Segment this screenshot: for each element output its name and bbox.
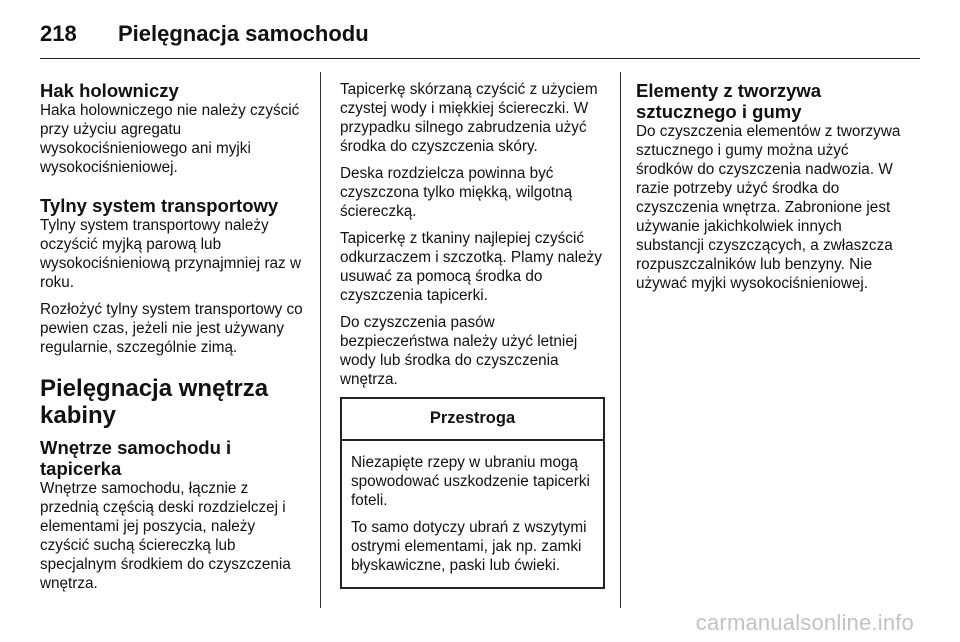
watermark: carmanualsonline.info [695, 610, 914, 635]
paragraph: Wnętrze samochodu, łącznie z przednią częścią deski rozdzielczej i elementami jej poszycia, należy czyścić suchą ściereczką lub specjalnym środkiem do czyszczenia wnętrza. [40, 480, 291, 592]
header-divider [40, 58, 920, 59]
paragraph: Rozłożyć tylny system transportowy co pewien czas, jeżeli nie jest używany regularnie, szczególnie zimą. [40, 301, 303, 356]
caution-body [342, 441, 603, 587]
paragraph: Tapicerkę z tkaniny najlepiej czyścić odkurzaczem i szczotką. Plamy należy usuwać za pomocą środka do czyszczenia tapicerki. [340, 230, 602, 304]
column-2 [340, 80, 605, 589]
paragraph: Do czyszczenia pasów bezpieczeństwa należy użyć letniej wody lub środka do czyszczenia wnętrza. [340, 314, 578, 388]
paragraph: Deska rozdzielcza powinna być czyszczona tylko miękką, wilgotną ściereczką. [340, 165, 573, 220]
paragraph: To samo dotyczy ubrań z wszytymi ostrymi elementami, jak np. zamki błyskawiczne, paski lub ćwieki. [351, 519, 587, 574]
page-number: 218 [40, 21, 77, 46]
section-heading-tow-hitch: Hak holowniczy [40, 80, 179, 101]
paragraph: Do czyszczenia elementów z tworzywa sztucznego i gumy można użyć środków do czyszczenia nadwozia. W razie potrzeby użyć środka do czyszczenia wnętrza. Zabronione jest używanie jakichkolwiek innych substancji czyszczących, a zwłaszcza rozpuszczalników lub benzyny. Nie używać myjki wysokociśnieniowej. [636, 123, 901, 292]
section-heading-interior-upholstery: Wnętrze samochodu i tapicerka [40, 437, 232, 479]
paragraph: Tylny system transportowy należy oczyścić myjką parową lub wysokociśnieniową przynajmniej raz w roku. [40, 217, 301, 291]
chapter-heading-interior-care: Pielęgnacja wnętrza kabiny [40, 375, 269, 429]
column-3 [636, 80, 904, 301]
column-divider-1 [320, 72, 321, 608]
section-heading-plastic-rubber: Elementy z tworzywa sztucznego i gumy [636, 80, 822, 122]
column-1 [40, 80, 308, 601]
paragraph: Haka holowniczego nie należy czyścić przy użyciu agregatu wysokociśnieniowego ani myjki wysokociśnieniowej. [40, 102, 300, 176]
caution-title: Przestroga [342, 399, 603, 441]
paragraph: Tapicerkę skórzaną czyścić z użyciem czystej wody i miękkiej ściereczki. W przypadku silnego zabrudzenia użyć środka do czyszczenia skóry. [340, 81, 598, 155]
paragraph: Niezapięte rzepy w ubraniu mogą spowodować uszkodzenie tapicerki foteli. [351, 454, 590, 509]
page-title: Pielęgnacja samochodu [118, 21, 369, 46]
section-heading-rear-carrier: Tylny system transportowy [40, 195, 279, 216]
column-divider-2 [620, 72, 621, 608]
page-header [40, 14, 369, 54]
caution-box [340, 397, 605, 589]
